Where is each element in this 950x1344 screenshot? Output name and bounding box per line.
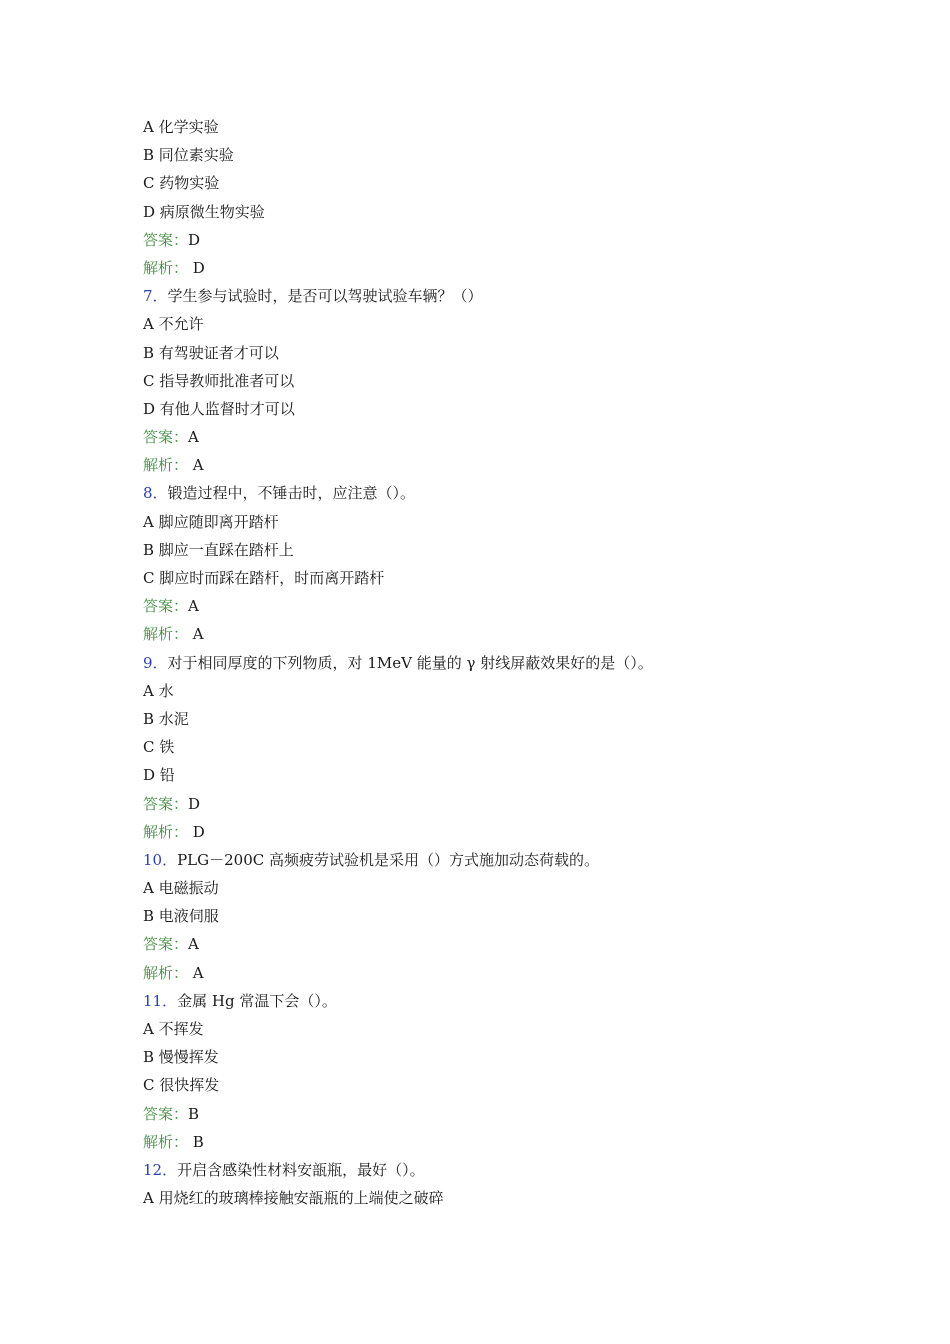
- analysis-value: D: [188, 258, 205, 277]
- analysis-label: 解析：: [143, 963, 189, 982]
- answer-value: A: [188, 935, 199, 954]
- option-line: A 用烧红的玻璃棒接触安瓿瓶的上端使之破碎: [143, 1189, 444, 1208]
- question-stem: [143, 987, 903, 1015]
- option-line: D 病原微生物实验: [143, 202, 265, 221]
- analysis-label: 解析：: [143, 258, 189, 277]
- option-line: D 铅: [143, 766, 175, 785]
- answer-label: 答案：: [143, 230, 189, 249]
- question-text: 锻造过程中，不锤击时，应注意（）。: [167, 484, 416, 503]
- option-line: A 电磁振动: [143, 879, 219, 898]
- question-text: PLG－200C 高频疲劳试验机是采用（）方式施加动态荷载的。: [177, 850, 600, 869]
- answer-label: 答案：: [143, 428, 189, 447]
- option-line: B 有驾驶证者才可以: [143, 343, 279, 362]
- option-line: C 指导教师批准者可以: [143, 371, 295, 390]
- analysis-label: 解析：: [143, 1132, 189, 1151]
- option-line: A 不挥发: [143, 1020, 204, 1038]
- question-number: 11．: [143, 991, 178, 1010]
- analysis-value: D: [188, 822, 205, 841]
- answer-label: 答案：: [143, 794, 189, 813]
- analysis-value: A: [188, 963, 204, 982]
- answer-line: [143, 930, 903, 958]
- question-number: 8．: [143, 484, 168, 503]
- option-line: A 水: [143, 681, 174, 700]
- answer-value: A: [188, 597, 199, 616]
- option-line: A 化学实验: [143, 118, 219, 136]
- question-stem: [143, 282, 903, 310]
- analysis-value: A: [188, 456, 204, 475]
- option-line: C 很快挥发: [143, 1076, 220, 1095]
- answer-label: 答案：: [143, 935, 189, 954]
- answer-value: D: [188, 230, 201, 249]
- answer-value: D: [188, 794, 201, 813]
- option-line: B 脚应一直踩在踏杆上: [143, 540, 294, 559]
- answer-value: A: [188, 428, 199, 447]
- answer-line: [143, 423, 903, 451]
- question-number: 12．: [143, 1160, 178, 1179]
- option-line: C 铁: [143, 738, 175, 757]
- option-line: B 电液伺服: [143, 907, 219, 926]
- analysis-label: 解析：: [143, 625, 189, 644]
- analysis-line: [143, 451, 903, 479]
- analysis-line: [143, 620, 903, 648]
- question-stem: [143, 1156, 903, 1184]
- option-line: A 不允许: [143, 315, 204, 334]
- analysis-label: 解析：: [143, 456, 189, 475]
- analysis-line: [143, 1128, 903, 1156]
- question-text: 对于相同厚度的下列物质，对 1MeV 能量的 γ 射线屏蔽效果好的是（）。: [167, 653, 653, 672]
- answer-label: 答案：: [143, 597, 189, 616]
- analysis-value: A: [188, 625, 204, 644]
- question-stem: [143, 479, 903, 507]
- question-text: 学生参与试验时，是否可以驾驶试验车辆？（）: [167, 287, 483, 306]
- question-stem: [143, 649, 903, 677]
- answer-line: [143, 226, 903, 254]
- answer-line: [143, 1100, 903, 1128]
- analysis-value: B: [188, 1132, 204, 1151]
- option-line: C 脚应时而踩在踏杆，时而离开踏杆: [143, 569, 385, 587]
- option-line: B 慢慢挥发: [143, 1048, 219, 1067]
- option-line: A 脚应随即离开踏杆: [143, 512, 279, 531]
- analysis-line: [143, 254, 903, 282]
- question-text: 金属 Hg 常温下会（）。: [177, 991, 337, 1010]
- analysis-line: [143, 818, 903, 846]
- question-text: 开启含感染性材料安瓿瓶，最好（）。: [177, 1160, 425, 1179]
- question-number: 9．: [143, 653, 168, 672]
- analysis-label: 解析：: [143, 822, 189, 841]
- option-line: C 药物实验: [143, 174, 220, 193]
- answer-value: B: [188, 1104, 200, 1123]
- answer-label: 答案：: [143, 1104, 189, 1123]
- document-page: [143, 113, 903, 1212]
- option-line: B 同位素实验: [143, 146, 234, 165]
- answer-line: [143, 790, 903, 818]
- question-number: 10．: [143, 850, 178, 869]
- question-number: 7．: [143, 287, 168, 306]
- analysis-line: [143, 959, 903, 987]
- option-line: B 水泥: [143, 709, 189, 728]
- question-stem: [143, 846, 903, 874]
- option-line: D 有他人监督时才可以: [143, 399, 295, 418]
- answer-line: [143, 592, 903, 620]
